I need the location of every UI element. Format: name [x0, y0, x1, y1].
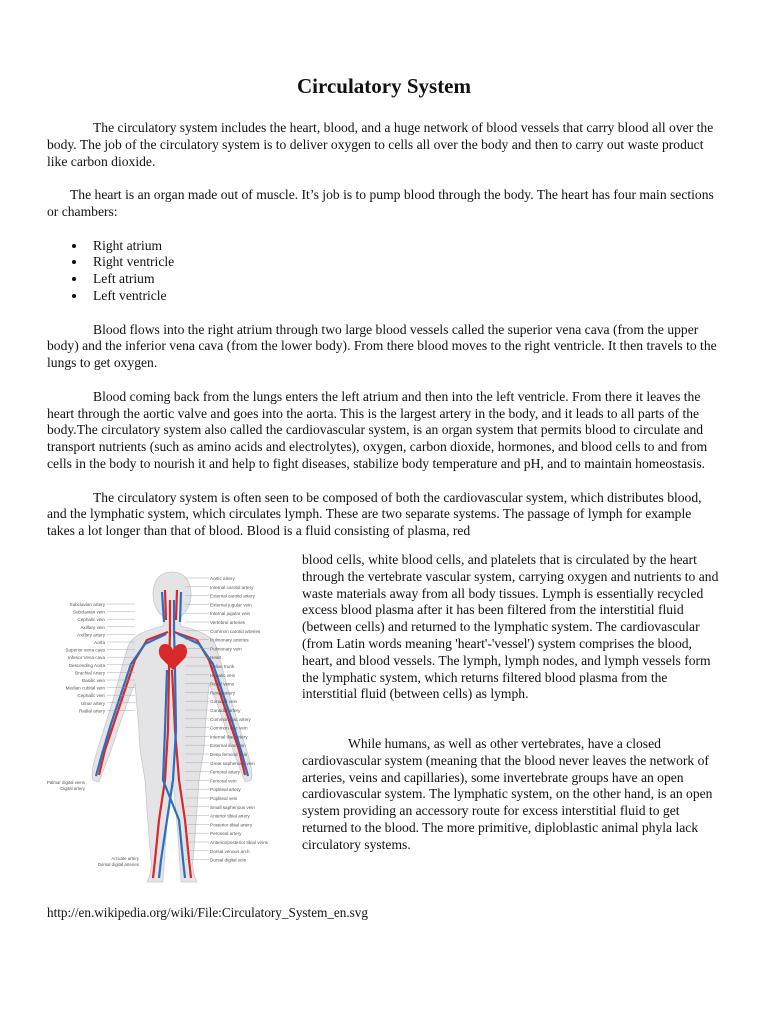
- label-right: Small saphenous vein: [210, 804, 255, 810]
- label-right: Pulmonary arteries: [210, 637, 249, 643]
- label-left: Descending Aorta: [68, 662, 105, 668]
- label-left: Cephalic vein: [77, 617, 105, 623]
- paragraph-intro: The circulatory system includes the heart, blood, and a huge network of blood vessels that carry blood all over the body. The job of the circulatory system is to deliver oxygen to cells all over the body and then to carry out waste product like carbon dioxide.: [47, 120, 714, 169]
- label-left: Aorta: [94, 640, 105, 645]
- label-right: Vertebral arteries: [210, 620, 245, 625]
- label-left-low: Palmar digital veins: [47, 780, 85, 785]
- document-body: [47, 120, 719, 557]
- page-title: Circulatory System: [297, 74, 471, 98]
- label-right: Anterior/posterior tibial veins: [210, 840, 268, 845]
- label-right: Renal artery: [210, 690, 236, 696]
- label-right: Pulmonary vein: [210, 646, 242, 652]
- artery-line: [165, 590, 166, 620]
- label-left: Superior vena cava: [65, 647, 105, 653]
- label-right: Renal veins: [210, 681, 235, 687]
- label-right: Internal jugular vein: [210, 611, 251, 617]
- paragraph-blood-flow: Blood flows into the right atrium through two large blood vessels called the superior vena cava (from the upper body) and the inferior vena cava (from the lower body). From there blood moves to the right ventricle. It then travels to the lungs to get oxygen.: [47, 321, 717, 371]
- label-left: Brachial Artery: [75, 670, 105, 676]
- label-right: Gonadal vein: [210, 699, 238, 705]
- label-right: External jugular vein: [210, 602, 252, 608]
- label-right: Common iliac artery: [210, 716, 251, 722]
- label-left: Subclavian vein: [72, 609, 105, 615]
- paragraph-left-heart: Blood coming back from the lungs enters the left atrium and then into the left ventricle. From there it leaves the heart through the aortic valve and goes into the aorta. This is the largest artery in the body, and it leads to all parts of the body.The circulatory system also called the cardiovascular system, is an organ system that permits blood to circulate and transport nutrients (such as amino acids and electrolytes), oxygen, carbon dioxide, hormones, and blood cells to and from cells in the body to nourish it and help to fight diseases, stabilize body temperature and pH, and to maintain homeostasis.: [47, 388, 708, 471]
- label-right: Peroneal artery: [210, 831, 242, 837]
- label-left: Radial artery: [78, 708, 105, 714]
- list-item: Left atrium: [47, 271, 719, 288]
- label-right: Hepatic vein: [210, 672, 236, 678]
- paragraph-systems-continued: blood cells, white blood cells, and platelets that is circulated by the heart through the vertebrate vascular system, carrying oxygen and nutrients to and waste materials away from all body tissues. Lymph is essentially recycled excess blood plasma after it has been filtered from the interstitial fluid (between cells) and returned to the lymphatic system. The cardiovascular (from Latin words meaning 'heart'-'vessel') system comprises the blood, heart, and blood vessels. The lymph, lymph nodes, and lymph vessels form the lymphatic system, which returns filtered blood plasma from the interstitial fluid (between cells) as lymph.: [302, 552, 719, 702]
- label-right: External carotid artery: [210, 593, 255, 599]
- label-right: Femoral artery: [210, 769, 240, 775]
- label-right: Internal iliac artery: [210, 734, 248, 740]
- label-right: Deep femoral vein: [210, 752, 248, 757]
- label-left: Ulnar artery: [81, 700, 105, 706]
- label-right: Anterior tibial artery: [210, 813, 250, 819]
- label-right: Femoral vein: [210, 778, 237, 784]
- list-item: Left ventricle: [47, 288, 719, 305]
- label-left: Axillary vein: [80, 624, 105, 630]
- label-right: Great saphenous vein: [210, 760, 255, 766]
- label-right: Dorsal venous arch: [210, 848, 250, 854]
- label-left: Cephalic vein: [77, 693, 105, 699]
- label-right: Popliteal vein: [210, 796, 238, 801]
- label-left: Basilic vein: [82, 678, 105, 683]
- paragraph-closed-system: [302, 736, 722, 854]
- label-left-low: Digital artery: [60, 786, 85, 791]
- label-left: Subclavian artery: [69, 602, 105, 607]
- paragraph-heart: The heart is an organ made out of muscle. It’s job is to pump blood through the body. The heart has four main sections or chambers:: [47, 187, 714, 219]
- label-right: Internal carotid artery: [210, 584, 254, 590]
- label-left: Axillary artery: [77, 632, 105, 638]
- label-right: Gonadal artery: [210, 708, 241, 713]
- label-right: Heart: [210, 655, 222, 661]
- label-left: Median cubital vein: [65, 685, 105, 691]
- circulatory-figure: [47, 560, 297, 890]
- paragraph-systems: [47, 490, 719, 540]
- label-right: Common carotid arteries: [210, 628, 261, 634]
- list-item: Right ventricle: [47, 254, 719, 271]
- label-right: Popliteal artery: [210, 787, 241, 793]
- label-right: External iliac vein: [210, 743, 246, 749]
- circulatory-system-diagram: [47, 560, 297, 890]
- label-bottom: Dorsal digital arteries: [97, 862, 139, 867]
- chambers-list: [47, 238, 719, 305]
- list-item: Right atrium: [47, 238, 719, 255]
- label-left: Inferior Vena cava: [67, 655, 105, 661]
- label-right: Posterior tibial artery: [210, 822, 253, 828]
- paragraph-closed-system-text: While humans, as well as other vertebrates, have a closed cardiovascular system (meaning that the blood never leaves the network of arteries, veins and capillaries), some invertebrate groups have an open cardiovascular system. The lymphatic system, on the other hand, is an open system providing an accessory route for excess interstitial fluid to get returned to the blood. The more primitive, diploblastic animal phyla lack circulatory systems.: [302, 736, 713, 852]
- label-right: Common iliac vein: [210, 725, 248, 731]
- vein-line: [180, 592, 181, 622]
- label-right: Dorsal digital vein: [210, 857, 247, 863]
- label-right: Celiac trunk: [210, 664, 235, 669]
- label-right: Aortic artery: [210, 576, 235, 581]
- artery-line: [176, 590, 177, 620]
- paragraph-systems-text: The circulatory system is often seen to be composed of both the cardiovascular system, which distributes blood, and the lymphatic system, which circulates lymph. These are two separate systems. The passage of lymph for example takes a lot longer than that of blood. Blood is a fluid consisting of plasma, red: [47, 489, 702, 539]
- source-url: http://en.wikipedia.org/wiki/File:Circulatory_System_en.svg: [47, 905, 368, 920]
- label-bottom: Arcuate artery: [111, 856, 139, 861]
